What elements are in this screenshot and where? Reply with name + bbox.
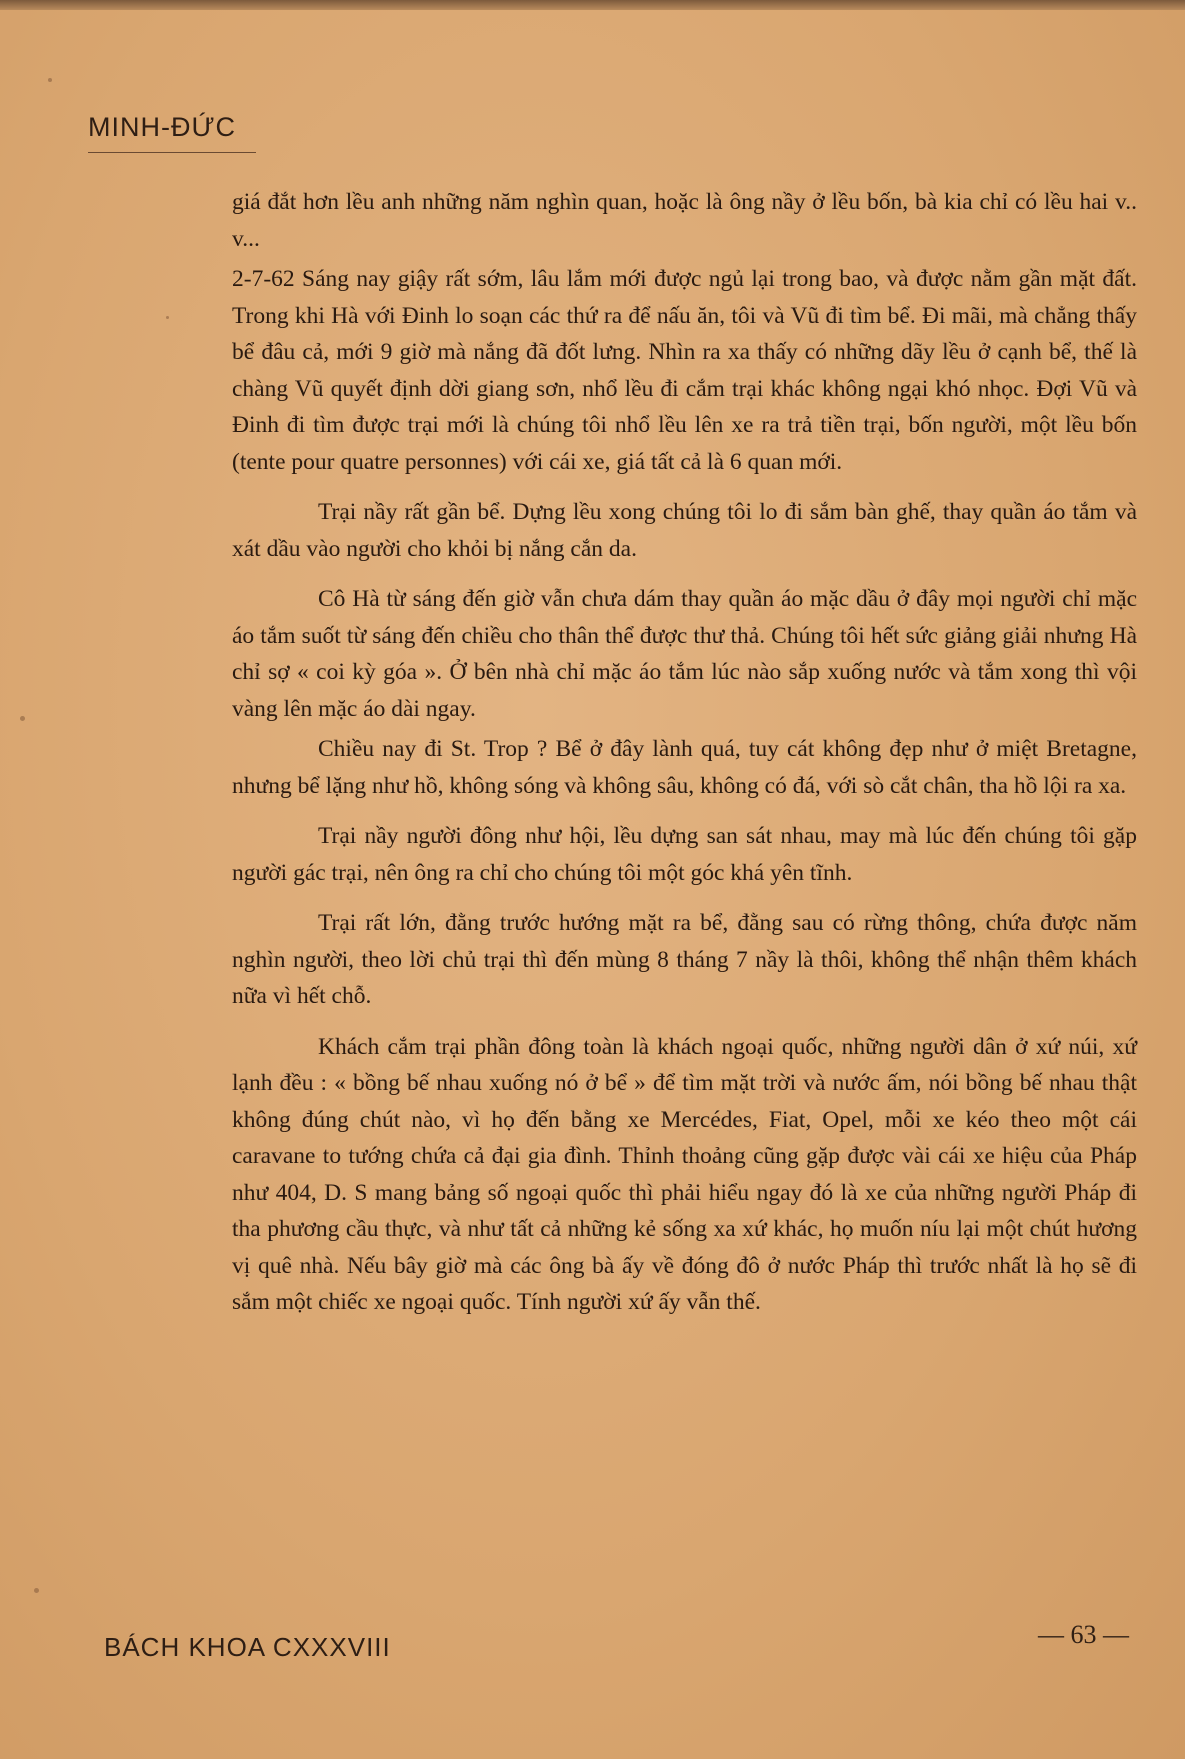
footer-journal: BÁCH KHOA CXXXVIII xyxy=(104,1632,391,1662)
top-border xyxy=(0,0,1185,10)
paragraph-2: 2-7-62 Sáng nay giậy rất sớm, lâu lắm mới được ngủ lại trong bao, và được nằm gần mặt đất. Trong khi Hà với Đinh lo soạn các thứ ra để nấu ăn, tôi và Vũ đi tìm bể. Đi mãi, mà chẳng thấy bể đâu cả, mới 9 giờ mà nắng đã đốt lưng. Nhìn ra xa thấy có những dãy lều ở cạnh bể, thế là chàng Vũ quyết định dời giang sơn, nhổ lều đi cắm trại khác không ngại khó nhọc. Đợi Vũ và Đinh đi tìm được trại mới là chúng tôi nhổ lều lên xe ra trả tiền trại, bốn người, một lều bốn (tente pour quatre personnes) với cái xe, giá tất cả là 6 quan mới. xyxy=(232,266,1137,475)
paragraph-6: Trại nầy người đông như hội, lều dựng san sát nhau, may mà lúc đến chúng tôi gặp người gác trại, nên ông ra chỉ cho chúng tôi một góc khá yên tĩnh. xyxy=(232,823,1137,886)
footer-page-number: — 63 — xyxy=(1038,1620,1129,1649)
header-author: MINH-ĐỨC xyxy=(88,112,237,142)
paper-speck xyxy=(34,1588,39,1593)
paragraph-1: giá đắt hơn lều anh những năm nghìn quan, hoặc là ông nầy ở lều bốn, bà kia chỉ có lều hai v.. v... xyxy=(232,189,1137,252)
paragraph-3: Trại nầy rất gần bể. Dựng lều xong chúng tôi lo đi sắm bàn ghế, thay quần áo tắm và xát dầu vào người cho khỏi bị nắng cắn da. xyxy=(232,499,1137,562)
paper-speck xyxy=(48,78,52,82)
paper-speck xyxy=(20,716,25,721)
paragraph-5: Chiều nay đi St. Trop ? Bể ở đây lành quá, tuy cát không đẹp như ở miệt Bretagne, nhưng bể lặng như hồ, không sóng và không sâu, không có đá, với sò cắt chân, tha hồ lội ra xa. xyxy=(232,736,1137,799)
header-underline xyxy=(88,152,256,153)
paragraph-4: Cô Hà từ sáng đến giờ vẫn chưa dám thay quần áo mặc dầu ở đây mọi người chỉ mặc áo tắm suốt từ sáng đến chiều cho thân thể được thư thả. Chúng tôi hết sức giảng giải nhưng Hà chỉ sợ « coi kỳ góa ». Ở bên nhà chỉ mặc áo tắm lúc nào sắp xuống nước và tắm xong thì vội vàng lên mặc áo dài ngay. xyxy=(232,586,1137,722)
paragraph-8: Khách cắm trại phần đông toàn là khách ngoại quốc, những người dân ở xứ núi, xứ lạnh đều : « bồng bế nhau xuống nó ở bể » để tìm mặt trời và nước ấm, nói bồng bế nhau thật không đúng chút nào, vì họ đến bằng xe Mercédes, Fiat, Opel, mỗi xe kéo theo một cái caravane to tướng chứa cả đại gia đình. Thỉnh thoảng cũng gặp được vài cái xe hiệu của Pháp như 404, D. S mang bảng số ngoại quốc thì phải hiểu ngay đó là xe của những người Pháp đi tha phương cầu thực, và như tất cả những kẻ sống xa xứ khác, họ muốn níu lại một chút hương vị quê nhà. Nếu bây giờ mà các ông bà ấy về đóng đô ở nước Pháp thì trước nhất là họ sẽ đi sắm một chiếc xe ngoại quốc. Tính người xứ ấy vẫn thế. xyxy=(232,1033,1137,1315)
article-body xyxy=(232,184,1137,1321)
paragraph-7: Trại rất lớn, đằng trước hướng mặt ra bể, đằng sau có rừng thông, chứa được năm nghìn người, theo lời chủ trại thì đến mùng 8 tháng 7 nầy là thôi, không thể nhận thêm khách nữa vì hết chỗ. xyxy=(232,910,1137,1009)
paper-speck xyxy=(166,316,169,319)
